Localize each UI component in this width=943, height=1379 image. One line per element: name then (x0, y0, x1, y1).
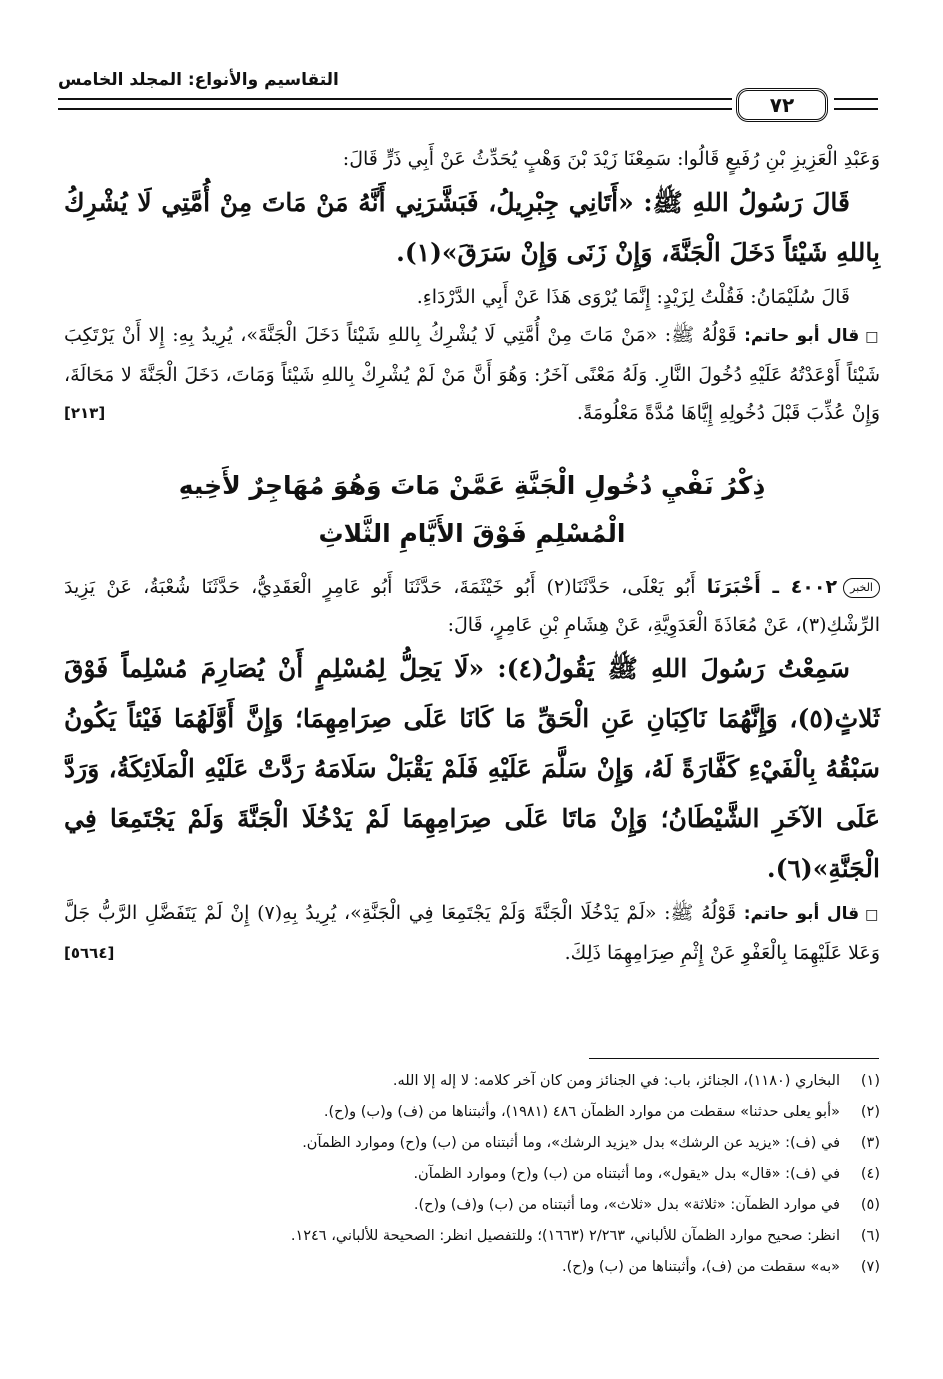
footnote (64, 1190, 880, 1221)
abu-hatim-label: قال أبو حاتم: (744, 326, 860, 346)
footnote-text: في (ف): «يزيد عن الرشك» بدل «يزيد الرشك»، وما أثبتناه من (ب) و(ح) وموارد الظمآن. (302, 1135, 840, 1151)
chapter-heading (64, 462, 880, 558)
header-rule-right (834, 98, 878, 110)
header-rule-left (58, 98, 732, 110)
footnote (64, 1252, 880, 1283)
paragraph-sulayman: قَالَ سُلَيْمَانُ: فَقُلْتُ لِزَيْدٍ: إِنَّمَا يُرْوَى هَذَا عَنْ أَبِي الدَّرْدَاءِ. (416, 286, 850, 308)
page-header (58, 60, 878, 120)
reference-number: [٢١٣] (64, 404, 106, 422)
footnote-number: (٢) (860, 1104, 880, 1120)
khabar-ornament-icon: الخبر (843, 578, 880, 598)
square-marker-icon: □ (865, 329, 880, 345)
footnote-number: (٥) (860, 1197, 880, 1213)
footnote (64, 1097, 880, 1128)
main-text (64, 140, 880, 972)
footnote-number: (٤) (860, 1166, 880, 1182)
running-title: التقاسيم والأنواع: المجلد الخامس (58, 70, 339, 90)
footnotes (64, 1066, 880, 1283)
hadith-text-1: قَالَ رَسُولُ اللهِ ﷺ: «أَتَانِي جِبْرِيلُ، فَبَشَّرَنِي أَنَّهُ مَنْ مَاتَ مِنْ أُمَّتِي لَا يُشْرِكُ بِاللهِ شَيْئاً دَخَلَ الْجَنَّةَ، وَإِنْ زَنَى وَإِنْ سَرَقَ»(١). (64, 188, 880, 267)
footnote-text: البخاري (١١٨٠)، الجنائز، باب: في الجنائز ومن كان آخر كلامه: لا إله إلا الله. (392, 1073, 840, 1089)
hadith-number: ٤٠٠٢ ـ أَخْبَرَنَا (706, 576, 838, 598)
square-marker-icon: □ (865, 907, 881, 923)
paragraph-isnad-end: وَعَبْدِ الْعَزِيزِ بْنِ رُفَيعٍ قَالُوا: سَمِعْنَا زَيْدَ بْنَ وَهْبٍ يُحَدِّثُ عَنْ أَبِي ذَرٍّ قَالَ: (342, 148, 880, 170)
footnote-number: (٦) (860, 1228, 880, 1244)
footnote-text: «به» سقطت من (ف)، وأثبتناها من (ب) و(ح). (562, 1259, 840, 1275)
commentary-text: قَوْلُهُ ﷺ: «لَمْ يَدْخُلَا الْجَنَّةَ وَلَمْ يَجْتَمِعَا فِي الْجَنَّةِ»، يُرِيدُ بِهِ(٧) إِنْ لَمْ يَتَفَضَّلِ الرَّبُّ جَلَّ وَعَلا عَلَيْهِمَا بِالْعَفْوِ عَنْ إِثْمِ صِرَامِهِمَا ذَلِكَ. (64, 902, 880, 964)
footnote (64, 1066, 880, 1097)
commentary-abu-hatim-2 (64, 894, 880, 972)
commentary-text: قَوْلُهُ ﷺ: «مَنْ مَاتَ مِنْ أُمَّتِي لَا يُشْرِكُ بِاللهِ شَيْئاً دَخَلَ الْجَنَّةَ»، يُرِيدُ بِهِ: إِلا أَنْ يَرْتَكِبَ شَيْئاً أَوْعَدْتُهُ عَلَيْهِ دُخُولَ النَّارِ. وَلَهُ مَعْنًى آخَرُ: وَهُوَ أَنَّ مَنْ لَمْ يُشْرِكْ بِاللهِ شَيْئاً وَمَاتَ، دَخَلَ الْجَنَّةَ لا مَحَالَةَ، وَإِنْ عُذِّبَ قَبْلَ دُخُولِهِ إِيَّاهَا مُدَّةً مَعْلُومَةً. (64, 324, 880, 424)
hadith-text-2: سَمِعْتُ رَسُولَ اللهِ ﷺ يَقُولُ(٤): «لَا يَحِلُّ لِمُسْلِمٍ أَنْ يُصَارِمَ مُسْلِماً فَوْقَ ثَلاثٍ(٥)، وَإِنَّهُمَا نَاكِبَانِ عَنِ الْحَقِّ مَا كَانَا عَلَى صِرَامِهِمَا؛ وَإِنَّ أَوَّلَهُمَا فَيْئاً يَكُونُ سَبْقُهُ بِالْفَيْءِ كَفَّارَةً لَهُ، وَإِنْ سَلَّمَ عَلَيْهِ فَلَمْ يَقْبَلْ سَلَامَهُ رَدَّتْ عَلَيْهِ الْمَلَائِكَةُ، وَرَدَّ عَلَى الآخَرِ الشَّيْطَانُ؛ وَإِنْ مَاتَا عَلَى صِرَامِهِمَا لَمْ يَدْخُلَا الْجَنَّةَ وَلَمْ يَجْتَمِعَا فِي الْجَنَّةِ»(٦). (64, 654, 880, 883)
footnote-text: انظر: صحيح موارد الظمآن للألباني، ٢/٢٦٣ (١٦٦٣)؛ وللتفصيل انظر: الصحيحة للألباني، ١٢٤٦. (290, 1228, 840, 1244)
abu-hatim-label: قال أبو حاتم: (743, 904, 860, 924)
isnad-text: أَبُو يَعْلَى، حَدَّثَنَا(٢) أَبُو خَيْثَمَةَ، حَدَّثَنَا أَبُو عَامِرٍ الْعَقَدِيُّ، حَدَّثَنَا شُعْبَةُ، عَنْ يَزِيدَ الرِّشْكِ(٣)، عَنْ مُعَاذَةَ الْعَدَوِيَّةِ، عَنْ هِشَامِ بْنِ عَامِرٍ، قَالَ: (64, 576, 880, 636)
footnote-number: (٧) (860, 1259, 880, 1275)
commentary-abu-hatim-1 (64, 316, 880, 432)
footnote-text: «أبو يعلى حدثنا» سقطت من موارد الظمآن ٤٨٦ (١٩٨١)، وأثبتناها من (ف) و(ب) و(ح). (323, 1104, 840, 1120)
footnote-number: (٣) (860, 1135, 880, 1151)
page-number: ٧٢ (736, 88, 828, 122)
footnote-separator (589, 1058, 879, 1059)
reference-number: [٥٦٦٤] (64, 944, 115, 962)
hadith-isnad-4002 (64, 568, 880, 644)
footnote (64, 1221, 880, 1252)
chapter-heading-line-1: ذِكْرُ نَفْيِ دُخُولِ الْجَنَّةِ عَمَّنْ مَاتَ وَهُوَ مُهَاجِرٌ لأَخِيهِ (178, 471, 766, 500)
footnote-number: (١) (860, 1073, 880, 1089)
footnote-text: في موارد الظمآن: «ثلاثة» بدل «ثلاث»، وما أثبتناه من (ب) و(ف) و(ح). (413, 1197, 840, 1213)
footnote (64, 1128, 880, 1159)
chapter-heading-line-2: الْمُسْلِمِ فَوْقَ الأَيَّامِ الثَّلاثِ (318, 519, 626, 548)
footnote-text: في (ف): «قال» بدل «يقول»، وما أثبتناه من (ب) و(ح) وموارد الظمآن. (413, 1166, 840, 1182)
footnote (64, 1159, 880, 1190)
